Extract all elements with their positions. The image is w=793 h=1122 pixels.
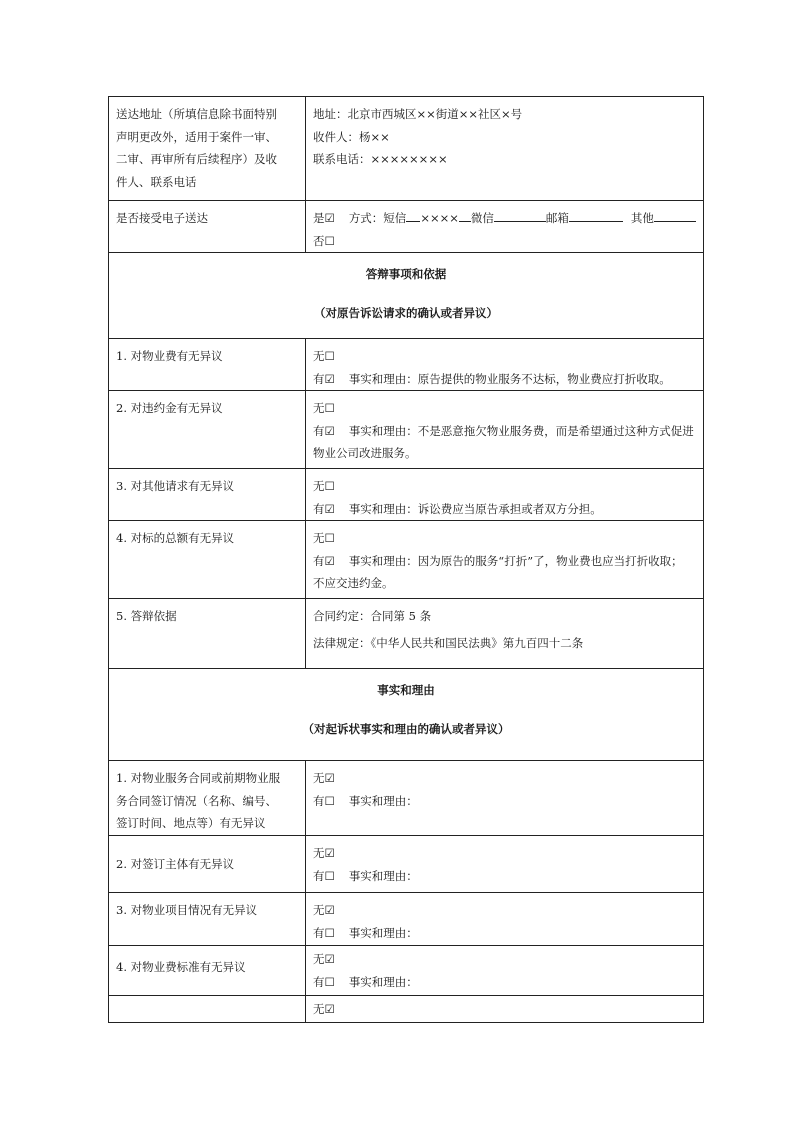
fact-has-checkbox[interactable]: 有☐ [313,793,335,808]
fact-value [306,946,704,996]
fact-label [109,761,306,836]
claim-value [306,521,704,599]
claim-value [306,391,704,469]
claim-reason-continued: 物业公司改进服务。 [313,446,417,460]
basis-law: 法律规定：《中华人民共和国民法典》第九百四十二条 [313,635,584,650]
delivery-phone: 联系电话：×××××××× [313,152,448,166]
fact-reason-label: 事实和理由： [348,925,418,940]
delivery-value [306,97,704,201]
fact-label-line: 3. 对物业项目情况有无异议 [116,903,258,917]
delivery-recipient: 收件人：杨×× [313,129,390,144]
wechat-label: 微信 [470,211,494,225]
section1-subtitle: （对原告诉讼请求的确认或者异议） [314,305,498,320]
claim-none-checkbox[interactable]: 无☐ [313,531,335,545]
fact-none-checkbox[interactable]: 无☑ [313,903,335,917]
fact-none-checkbox[interactable]: 无☑ [313,1002,335,1016]
delivery-label-line: 送达地址（所填信息除书面特别 [116,107,277,121]
fact-label [109,836,306,893]
claim-label [109,339,306,391]
fact-none-checkbox[interactable]: 无☑ [313,771,335,785]
claim-none-checkbox[interactable]: 无☐ [313,479,335,493]
basis-label [109,599,306,669]
delivery-label [109,97,306,201]
claim-none-checkbox[interactable]: 无☐ [313,349,335,363]
delivery-label-line: 声明更改外，适用于案件一审、 [116,129,277,144]
claim-label-text: 1. 对物业费有无异议 [116,349,223,363]
claim-row [109,469,704,521]
claim-has-line [313,368,697,391]
fact-none-checkbox[interactable]: 无☑ [313,952,335,966]
claim-row [109,521,704,599]
fact-row [109,893,704,946]
electronic-row [109,201,704,253]
electronic-options-line [313,207,697,230]
method-label: 方式：短信 [348,211,407,225]
fact-row [109,946,704,996]
claim-has-checkbox[interactable]: 有☑ [313,371,335,386]
section2-title: 事实和理由 [377,683,435,697]
fact-row [109,761,704,836]
fact-has-checkbox[interactable]: 有☐ [313,868,335,883]
email-label: 邮箱 [545,211,569,225]
sms-field-tail[interactable] [459,207,471,222]
fact-label-empty [109,996,306,1023]
fact-none-checkbox[interactable]: 无☑ [313,846,335,860]
claim-reason: 事实和理由：诉讼费应当原告承担或者双方分担。 [348,501,602,516]
fact-row [109,836,704,893]
basis-value [306,599,704,669]
basis-label-text: 5. 答辩依据 [116,609,177,623]
other-label: 其他 [630,211,654,225]
claim-reason: 事实和理由：不是恶意拖欠物业服务费，而是希望通过这种方式促进 [348,423,694,438]
fact-value [306,761,704,836]
other-field[interactable] [654,207,696,222]
fact-reason-label: 事实和理由： [348,868,418,883]
electronic-label-text: 是否接受电子送达 [116,211,208,225]
claim-label [109,521,306,599]
claim-row [109,391,704,469]
section2-header-row [109,669,704,761]
claim-row [109,339,704,391]
claim-has-line [313,550,697,573]
fact-reason-label: 事实和理由： [348,974,418,989]
fact-has-line [313,790,697,813]
electronic-value [306,201,704,253]
section2-subtitle: （对起诉状事实和理由的确认或者异议） [302,721,510,736]
section2-header [109,669,704,761]
wechat-field[interactable] [494,207,546,222]
claim-label-text: 3. 对其他请求有无异议 [116,479,235,493]
electronic-no-checkbox[interactable]: 否☐ [313,233,335,248]
section1-header [109,253,704,339]
basis-row [109,599,704,669]
basis-contract: 合同约定：合同第 5 条 [313,609,432,623]
claim-has-checkbox[interactable]: 有☑ [313,553,335,568]
claim-label-text: 2. 对违约金有无异议 [116,401,223,415]
fact-row-partial [109,996,704,1023]
fact-has-line [313,922,697,945]
claim-label [109,469,306,521]
claim-reason: 事实和理由：原告提供的物业服务不达标，物业费应打折收取。 [348,371,671,386]
electronic-yes-checkbox[interactable]: 是☑ [313,211,335,225]
delivery-row [109,97,704,201]
fact-label-line: 务合同签订情况（名称、编号、 [116,793,277,808]
fact-value [306,996,704,1023]
email-field[interactable] [569,207,623,222]
fact-label-line: 签订时间、地点等）有无异议 [116,816,266,830]
claim-reason-continued: 不应交违约金。 [313,576,394,590]
fact-has-checkbox[interactable]: 有☐ [313,974,335,989]
claim-has-line [313,498,697,521]
claim-has-checkbox[interactable]: 有☑ [313,423,335,438]
section1-header-row [109,253,704,339]
fact-label-line: 4. 对物业费标准有无异议 [116,960,246,974]
claim-value [306,469,704,521]
sms-field[interactable] [406,207,420,222]
fact-label [109,946,306,996]
electronic-label [109,201,306,253]
claim-has-line [313,420,697,443]
fact-has-line [313,971,697,994]
section1-title: 答辩事项和依据 [365,267,447,281]
claim-none-checkbox[interactable]: 无☐ [313,401,335,415]
claim-label [109,391,306,469]
delivery-label-line: 件人、联系电话 [116,174,197,189]
fact-label [109,893,306,946]
delivery-address: 地址：北京市西城区××街道××社区×号 [313,107,523,121]
fact-has-checkbox[interactable]: 有☐ [313,925,335,940]
fact-label-line: 2. 对签订主体有无异议 [116,856,235,871]
claim-label-text: 4. 对标的总额有无异议 [116,531,235,545]
claim-reason: 事实和理由：因为原告的服务“打折”了，物业费也应当打折收取； [348,553,683,568]
claim-value [306,339,704,391]
sms-value: ×××× [420,211,459,225]
fact-label-line: 1. 对物业服务合同或前期物业服 [116,771,281,785]
defense-form-table [108,96,704,1023]
fact-has-line [313,865,697,888]
delivery-label-line: 二审、再审所有后续程序）及收 [116,152,277,166]
fact-value [306,836,704,893]
fact-reason-label: 事实和理由： [348,793,418,808]
fact-value [306,893,704,946]
claim-has-checkbox[interactable]: 有☑ [313,501,335,516]
